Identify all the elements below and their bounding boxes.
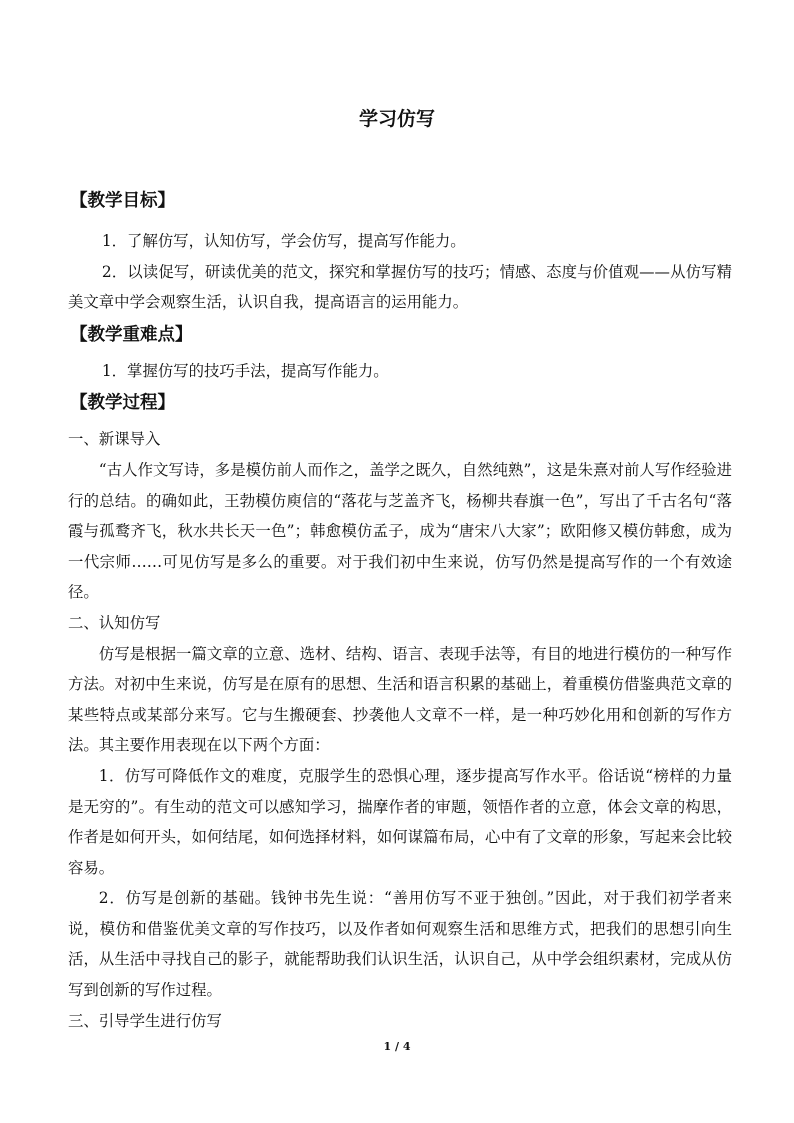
key-point-item-1: 1．掌握仿写的技巧手法，提高写作能力。: [101, 361, 389, 380]
section-1-paragraph: “古人作文写诗，多是模仿前人而作之，盖学之既久，自然纯熟”，这是朱熹对前人写作经验进行的总结。的确如此，王勃模仿庾信的“落花与芝盖齐飞，杨柳共春旗一色”，写出了千古名句“落霞与孤鹜齐飞，秋水共长天一色”；韩愈模仿孟子，成为“唐宋八大家”；欧阳修又模仿韩愈，成为一代宗师……可见仿写是多么的重要。对于我们初中生来说，仿写仍然是提高写作的一个有效途径。: [68, 460, 732, 602]
teaching-goals-heading: 【教学目标】: [70, 191, 175, 211]
section-2-point-2: 2．仿写是创新的基础。钱钟书先生说：“善用仿写不亚于独创。”因此，对于我们初学者来说，模仿和借鉴优美文章的写作技巧，以及作者如何观察生活和思维方式，把我们的思想引向生活，从生活中寻找自己的影子，就能帮助我们认识生活，认识自己，从中学会组织素材，完成从仿写到创新的写作过程。: [68, 889, 732, 1000]
document-title: 学习仿写: [358, 108, 435, 130]
page-number: 1 / 4: [383, 1040, 411, 1053]
section-2-title: 二、认知仿写: [68, 613, 161, 632]
teaching-process-heading: 【教学过程】: [70, 393, 175, 414]
goal-item-1: 1．了解仿写，认知仿写，学会仿写，提高写作能力。: [101, 232, 466, 250]
section-2-point-1: 1．仿写可降低作文的难度，克服学生的恐惧心理，逐步提高写作水平。俗话说“榜样的力量是无穷的”。有生动的范文可以感知学习，揣摩作者的审题，领悟作者的立意，体会文章的构思，作者是如何开头，如何结尾，如何选择材料，如何谋篇布局，心中有了文章的形象，写起来会比较容易。: [68, 766, 732, 877]
section-2-paragraph: 仿写是根据一篇文章的立意、选材、结构、语言、表现手法等，有目的地进行模仿的一种写作方法。对初中生来说，仿写是在原有的思想、生活和语言积累的基础上，着重模仿借鉴典范文章的某些特点或某部分来写。它与生搬硬套、抄袭他人文章不一样，是一种巧妙化用和创新的写作方法。其主要作用表现在以下两个方面：: [68, 644, 732, 755]
section-3-title: 三、引导学生进行仿写: [68, 1011, 222, 1030]
document-body: [68, 186, 732, 1036]
section-1-title: 一、新课导入: [68, 430, 161, 449]
key-points-heading: 【教学重难点】: [70, 324, 193, 345]
goal-item-2: 2．以读促写，研读优美的范文，探究和掌握仿写的技巧；情感、态度与价值观——从仿写精美文章中学会观察生活，认识自我，提高语言的运用能力。: [68, 262, 732, 312]
